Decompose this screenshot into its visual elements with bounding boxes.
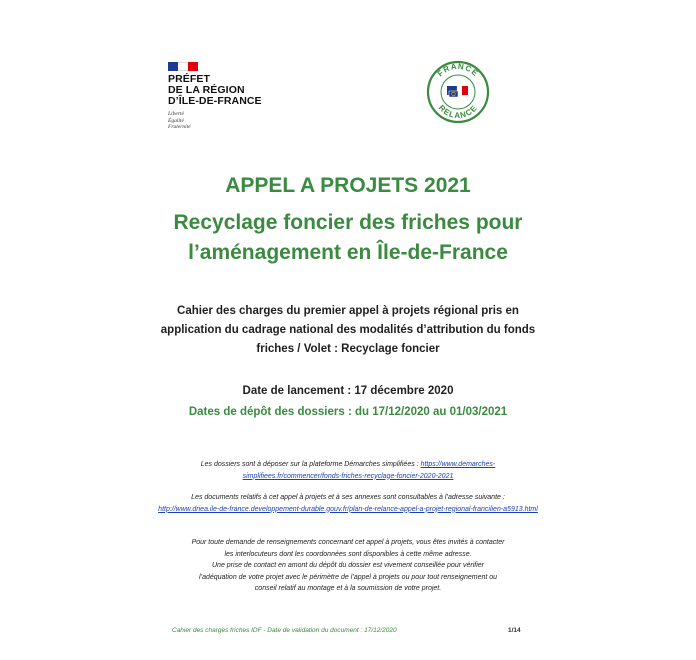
france-relance-seal-icon [426, 60, 490, 124]
page-number: 1/14 [508, 627, 521, 634]
contact-line-3: Une prise de contact en amont du dépôt du dossier est vivement conseillée pour vérifier [212, 562, 484, 569]
documents-paragraph [158, 492, 538, 515]
demarches-simplifiees-link[interactable]: https://www.demarches-simplifiees.fr/commencer/fonds-friches-recyclage-foncier-2020-2021 [242, 461, 496, 480]
contact-paragraph [158, 537, 538, 595]
contact-line-5: conseil relatif au montage et à la soumission de votre projet. [254, 585, 442, 592]
launch-date: Date de lancement : 17 décembre 2020 [242, 385, 454, 397]
documents-text: Les documents relatifs à cet appel à projets et à ses annexes sont consultables à l’adresse suivante : [191, 494, 505, 501]
contact-line-1: Pour toute demande de renseignements concernant cet appel à projets, vous êtes invités à contacter [191, 539, 505, 546]
prefet-logo [168, 62, 278, 131]
document-subtitle: Recyclage foncier des friches pour l’aménagement en Île-de-France [173, 211, 523, 264]
logo-line-2: DE LA RÉGION [168, 84, 245, 96]
motto-egalite: Égalité [168, 117, 184, 124]
logo-line-1: PRÉFET [168, 73, 211, 85]
submission-text: Les dossiers sont à déposer sur la plateforme Démarches simplifiées : [200, 461, 419, 468]
page-footer: Cahier des charges friches IDF - Date de validation du document : 17/12/2020 [172, 627, 397, 634]
motto-fraternite: Fraternité [168, 124, 191, 130]
document-description: Cahier des charges du premier appel à projets régional pris en application du cadrage national des modalités d’attribution du fonds friches / Volet : Recyclage foncier [160, 305, 536, 355]
contact-line-4: l’adéquation de votre projet avec le périmètre de l’appel à projets ou pour tout renseignement ou [198, 573, 498, 581]
motto-liberte: Liberté [168, 111, 184, 117]
logo-line-3: D’ÎLE-DE-FRANCE [168, 95, 262, 107]
submission-paragraph [158, 459, 538, 482]
contact-line-2: les interlocuteurs dont les coordonnées sont disponibles à cette même adresse. [224, 550, 472, 558]
submission-dates: Dates de dépôt des dossiers : du 17/12/2020 au 01/03/2021 [188, 406, 508, 418]
seal-top-text: FRANCE [435, 61, 481, 79]
french-flag-icon [168, 62, 198, 71]
logo-motto [168, 111, 278, 131]
driea-link[interactable]: http://www.driea.ile-de-france.developpement-durable.gouv.fr/plan-de-relance-appel-a-projet-regional-francilien-a5913.html [158, 505, 538, 513]
document-title: APPEL A PROJETS 2021 [225, 174, 471, 197]
seal-bottom-text: RELANCE [436, 103, 480, 121]
